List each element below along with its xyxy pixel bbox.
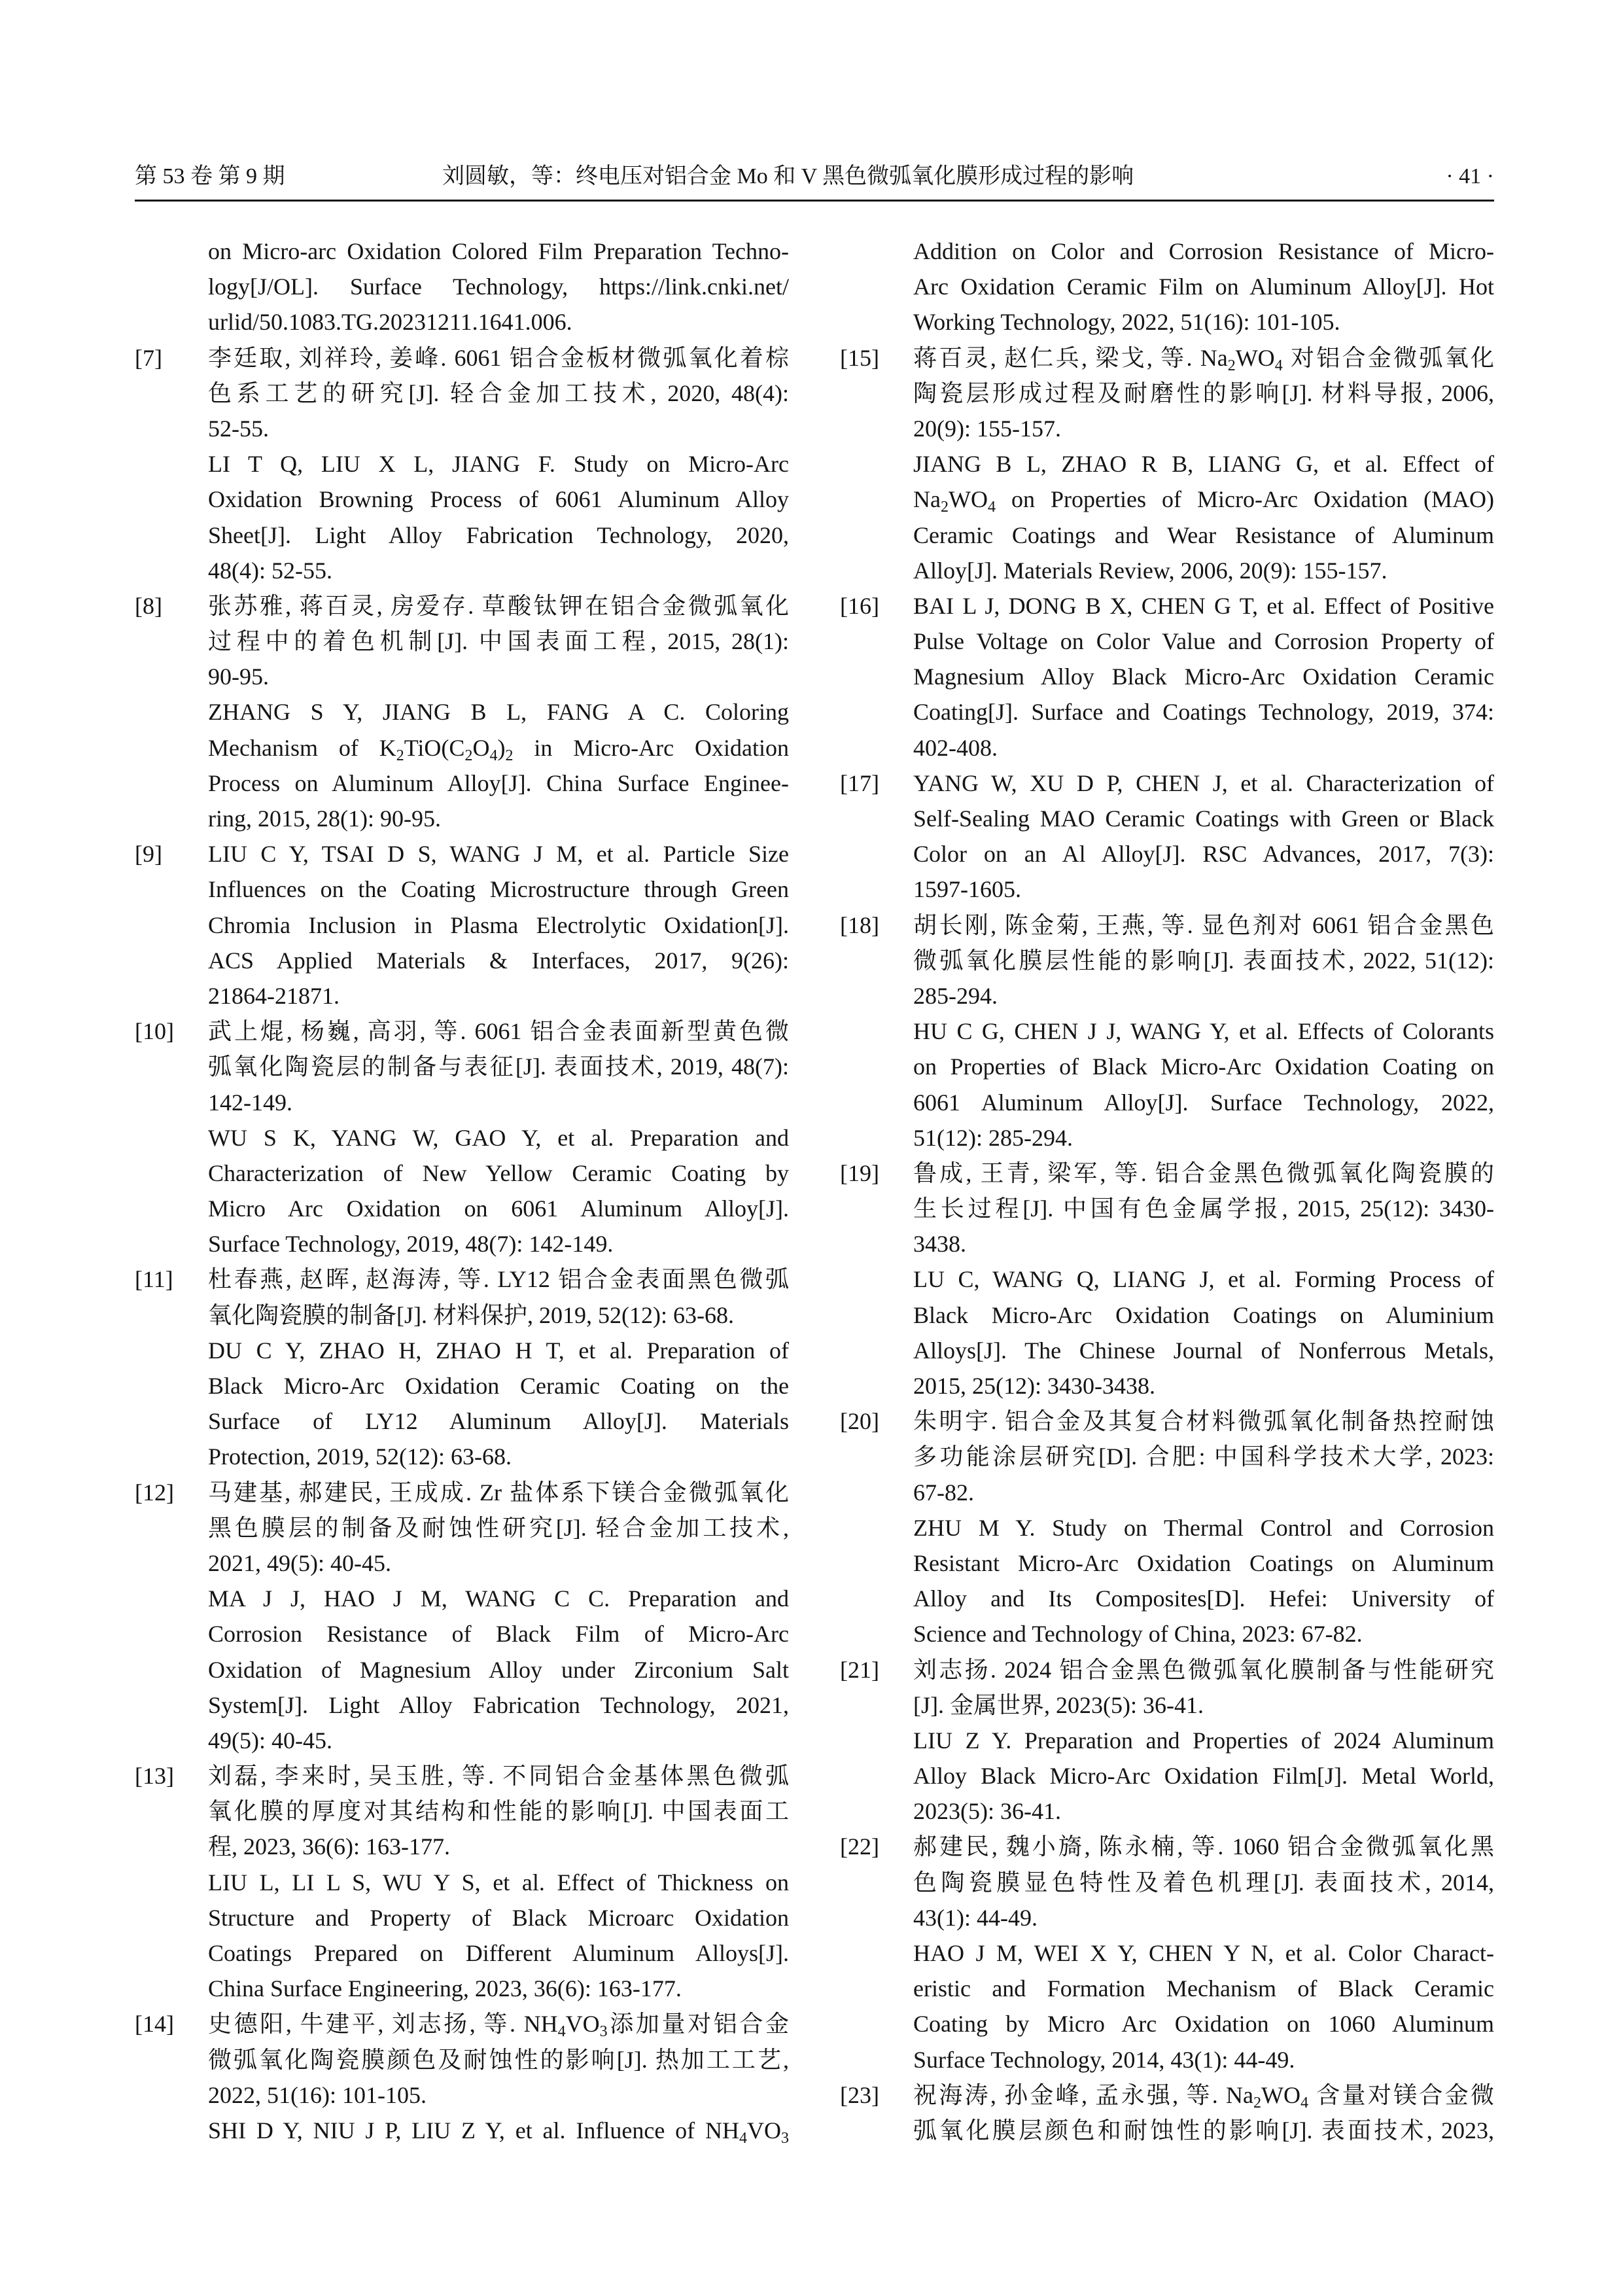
reference-line: 氧化陶瓷膜的制备[J]. 材料保护, 2019, 52(12): 63-68. — [208, 1301, 734, 1328]
reference-number: [10] — [135, 1018, 174, 1045]
reference-line: Mechanism of $K_2TiO(C_2O_4)_2$ in Micro-Arc Oxidation — [208, 734, 789, 764]
reference-number: [16] — [840, 592, 879, 619]
reference-line: 胡长刚, 陈金菊, 王燕, 等. 显色剂对 6061 铝合金黑色 — [913, 911, 1494, 938]
reference-number: [9] — [135, 841, 162, 868]
reference-entry — [135, 340, 789, 588]
reference-number: [11] — [135, 1266, 173, 1293]
reference-number: [15] — [840, 344, 879, 371]
reference-entry — [840, 2077, 1494, 2148]
reference-line: 49(5): 40-45. — [208, 1727, 332, 1754]
reference-line: 67-82. — [913, 1479, 974, 1506]
reference-line: 陶瓷层形成过程及耐磨性的影响[J]. 材料导报, 2006, — [913, 380, 1494, 406]
reference-entry — [840, 1156, 1494, 1404]
reference-line: Sheet[J]. Light Alloy Fabrication Technology, 2020, — [208, 521, 789, 548]
reference-entry — [840, 340, 1494, 588]
reference-line: Surface of LY12 Aluminum Alloy[J]. Materials — [208, 1408, 789, 1435]
reference-number: [23] — [840, 2081, 879, 2108]
reference-entry — [135, 1262, 789, 1474]
reference-line: ZHANG S Y, JIANG B L, FANG A C. Coloring — [208, 699, 789, 726]
reference-line: ring, 2015, 28(1): 90-95. — [208, 805, 441, 832]
reference-line: Science and Technology of China, 2023: 67-82. — [913, 1621, 1363, 1648]
running-title: 刘圆敏，等：终电压对铝合金 Mo 和 V 黑色微弧氧化膜形成过程的影响 — [442, 164, 1134, 188]
reference-line: Characterization of New Yellow Ceramic Coating by — [208, 1159, 789, 1186]
reference-line: MA J J, HAO J M, WANG C C. Preparation and — [208, 1585, 789, 1612]
reference-line: on Micro-arc Oxidation Colored Film Preparation Techno- — [208, 238, 789, 264]
reference-line: Oxidation Browning Process of 6061 Aluminum Alloy — [208, 486, 789, 513]
reference-line: 52-55. — [208, 415, 269, 442]
reference-line: Alloy[J]. Materials Review, 2006, 20(9): 155-157. — [913, 557, 1387, 584]
volume-issue: 第 53 卷 第 9 期 — [135, 164, 285, 188]
reference-line: 20(9): 155-157. — [913, 415, 1061, 442]
reference-line: 402-408. — [913, 734, 998, 761]
reference-entry — [135, 1014, 789, 1262]
reference-line: 黑色膜层的制备及耐蚀性研究[J]. 轻合金加工技术, — [208, 1514, 789, 1541]
reference-line: $Na_2WO_4$ on Properties of Micro-Arc Oxidation (MAO) — [913, 486, 1494, 516]
reference-number: [21] — [840, 1656, 879, 1683]
reference-line: Micro Arc Oxidation on 6061 Aluminum Alloy[J]. — [208, 1195, 789, 1222]
reference-line: Coating by Micro Arc Oxidation on 1060 Aluminum — [913, 2011, 1494, 2038]
reference-entry — [135, 2006, 789, 2148]
reference-line: 色陶瓷膜显色特性及着色机理[J]. 表面技术, 2014, — [913, 1869, 1494, 1896]
reference-line: 微弧氧化陶瓷膜颜色及耐蚀性的影响[J]. 热加工工艺, — [208, 2046, 789, 2073]
reference-line: Ceramic Coatings and Wear Resistance of Aluminum — [913, 521, 1494, 548]
reference-number: [22] — [840, 1833, 879, 1860]
reference-line: 6061 Aluminum Alloy[J]. Surface Technology, 2022, — [913, 1089, 1494, 1116]
reference-number: [13] — [135, 1763, 174, 1790]
page-number: · 41 · — [1446, 164, 1494, 188]
reference-line: HU C G, CHEN J J, WANG Y, et al. Effects of Colorants — [913, 1018, 1494, 1045]
reference-line: China Surface Engineering, 2023, 36(6): 163-177. — [208, 1975, 682, 2002]
reference-line: [J]. 金属世界, 2023(5): 36-41. — [913, 1691, 1204, 1718]
reference-line: 2015, 25(12): 3430-3438. — [913, 1373, 1155, 1399]
reference-line: 1597-1605. — [913, 876, 1021, 903]
reference-line: 李廷取, 刘祥玲, 姜峰. 6061 铝合金板材微弧氧化着棕 — [208, 344, 789, 371]
reference-continuation — [135, 234, 789, 340]
reference-line: JIANG B L, ZHAO R B, LIANG G, et al. Effect of — [913, 451, 1494, 478]
reference-line: Chromia Inclusion in Plasma Electrolytic Oxidation[J]. — [208, 911, 789, 938]
reference-line: HAO J M, WEI X Y, CHEN Y N, et al. Color Charact- — [913, 1940, 1494, 1966]
reference-line: 色系工艺的研究[J]. 轻合金加工技术, 2020, 48(4): — [208, 380, 789, 406]
reference-line: 51(12): 285-294. — [913, 1124, 1073, 1151]
reference-line: Alloy Black Micro-Arc Oxidation Film[J]. Metal World, — [913, 1763, 1494, 1790]
reference-line: Protection, 2019, 52(12): 63-68. — [208, 1443, 512, 1470]
reference-line: 285-294. — [913, 982, 998, 1009]
reference-number: [17] — [840, 769, 879, 796]
reference-line: Structure and Property of Black Microarc Oxidation — [208, 1904, 789, 1931]
reference-entry — [840, 1652, 1494, 1829]
reference-line: 90-95. — [208, 663, 269, 690]
reference-line: 郝建民, 魏小旖, 陈永楠, 等. 1060 铝合金微弧氧化黑 — [913, 1833, 1494, 1860]
reference-line: Resistant Micro-Arc Oxidation Coatings on Aluminum — [913, 1549, 1494, 1576]
reference-line: 142-149. — [208, 1089, 292, 1116]
reference-line: 祝海涛, 孙金峰, 孟永强, 等. $Na_2WO_4$ 含量对镁合金微 — [913, 2081, 1494, 2111]
reference-number: [20] — [840, 1408, 879, 1435]
reference-line: urlid/50.1083.TG.20231211.1641.006. — [208, 309, 572, 336]
reference-column-right — [840, 234, 1494, 2148]
reference-line: Pulse Voltage on Color Value and Corrosion Property of — [913, 628, 1494, 655]
reference-line: Influences on the Coating Microstructure through Green — [208, 876, 789, 903]
reference-line: logy[J/OL]. Surface Technology, https://link.cnki.net/ — [208, 274, 789, 300]
reference-line: 3438. — [913, 1231, 966, 1258]
reference-line: DU C Y, ZHAO H, ZHAO H T, et al. Preparation of — [208, 1337, 789, 1364]
reference-line: Surface Technology, 2019, 48(7): 142-149. — [208, 1231, 614, 1258]
reference-line: 杜春燕, 赵晖, 赵海涛, 等. LY12 铝合金表面黑色微弧 — [208, 1266, 789, 1293]
reference-line: Black Micro-Arc Oxidation Ceramic Coating on the — [208, 1373, 789, 1399]
reference-entry — [840, 908, 1494, 1156]
reference-line: Corrosion Resistance of Black Film of Micro-Arc — [208, 1621, 789, 1648]
reference-line: Black Micro-Arc Oxidation Coatings on Aluminium — [913, 1301, 1494, 1328]
reference-line: 微弧氧化膜层性能的影响[J]. 表面技术, 2022, 51(12): — [913, 947, 1494, 974]
reference-line: 马建基, 郝建民, 王成成. Zr 盐体系下镁合金微弧氧化 — [208, 1479, 789, 1506]
reference-line: YANG W, XU D P, CHEN J, et al. Characterization of — [913, 769, 1494, 796]
reference-column-left — [135, 234, 789, 2148]
reference-line: 刘磊, 李来时, 吴玉胜, 等. 不同铝合金基体黑色微弧 — [208, 1763, 789, 1790]
reference-line: 过程中的着色机制[J]. 中国表面工程, 2015, 28(1): — [208, 628, 789, 655]
reference-line: Coatings Prepared on Different Aluminum Alloys[J]. — [208, 1940, 789, 1966]
reference-number: [12] — [135, 1479, 174, 1506]
reference-entry — [840, 766, 1494, 908]
reference-line: 蒋百灵, 赵仁兵, 梁戈, 等. $Na_2WO_4$ 对铝合金微弧氧化 — [913, 344, 1494, 374]
reference-line: 鲁成, 王青, 梁军, 等. 铝合金黑色微弧氧化陶瓷膜的 — [913, 1159, 1494, 1186]
reference-number: [18] — [840, 911, 879, 938]
header-rule — [135, 200, 1494, 202]
reference-line: 史德阳, 牛建平, 刘志扬, 等. $NH_4VO_3$添加量对铝合金 — [208, 2011, 789, 2041]
reference-line: Alloys[J]. The Chinese Journal of Nonferrous Metals, — [913, 1337, 1494, 1364]
reference-line: LU C, WANG Q, LIANG J, et al. Forming Process of — [913, 1266, 1494, 1293]
reference-line: 生长过程[J]. 中国有色金属学报, 2015, 25(12): 3430- — [913, 1195, 1494, 1222]
reference-line: eristic and Formation Mechanism of Black Ceramic — [913, 1975, 1494, 2002]
reference-line: Self-Sealing MAO Ceramic Coatings with Green or Black — [913, 805, 1494, 832]
reference-line: 刘志扬. 2024 铝合金黑色微弧氧化膜制备与性能研究 — [913, 1656, 1494, 1683]
reference-entry — [135, 1758, 789, 2006]
reference-line: 弧氧化陶瓷层的制备与表征[J]. 表面技术, 2019, 48(7): — [208, 1053, 789, 1080]
reference-entry — [840, 1829, 1494, 2077]
reference-line: Arc Oxidation Ceramic Film on Aluminum Alloy[J]. Hot — [913, 274, 1494, 300]
reference-line: 弧氧化膜层颜色和耐蚀性的影响[J]. 表面技术, 2023, — [913, 2117, 1494, 2144]
reference-line: Coating[J]. Surface and Coatings Technology, 2019, 374: — [913, 699, 1494, 726]
reference-continuation — [840, 234, 1494, 340]
reference-line: 48(4): 52-55. — [208, 557, 332, 584]
reference-line: Oxidation of Magnesium Alloy under Zirconium Salt — [208, 1656, 789, 1683]
reference-number: [19] — [840, 1159, 879, 1186]
reference-line: 2021, 49(5): 40-45. — [208, 1549, 391, 1576]
running-header — [135, 157, 1494, 196]
reference-entry — [840, 588, 1494, 766]
reference-line: 2023(5): 36-41. — [913, 1798, 1061, 1825]
reference-entry — [135, 836, 789, 1014]
reference-line: LIU L, LI L S, WU Y S, et al. Effect of Thickness on — [208, 1869, 789, 1896]
reference-line: 张苏雅, 蒋百灵, 房爱存. 草酸钛钾在铝合金微弧氧化 — [208, 592, 789, 619]
reference-line: 程, 2023, 36(6): 163-177. — [208, 1833, 450, 1860]
reference-line: 朱明宇. 铝合金及其复合材料微弧氧化制备热控耐蚀 — [913, 1408, 1494, 1435]
reference-number: [7] — [135, 344, 162, 371]
reference-number: [14] — [135, 2011, 174, 2038]
reference-line: BAI L J, DONG B X, CHEN G T, et al. Effect of Positive — [913, 592, 1494, 619]
reference-line: 武上焜, 杨巍, 高羽, 等. 6061 铝合金表面新型黄色微 — [208, 1018, 789, 1045]
reference-line: Color on an Al Alloy[J]. RSC Advances, 2017, 7(3): — [913, 841, 1494, 868]
reference-entry — [840, 1404, 1494, 1651]
reference-line: SHI D Y, NIU J P, LIU Z Y, et al. Influence of $NH_4VO_3$ — [208, 2117, 789, 2147]
reference-line: Magnesium Alloy Black Micro-Arc Oxidation Ceramic — [913, 663, 1494, 690]
reference-line: ZHU M Y. Study on Thermal Control and Corrosion — [913, 1514, 1494, 1541]
reference-line: Addition on Color and Corrosion Resistance of Micro- — [913, 238, 1494, 264]
reference-line: 21864-21871. — [208, 982, 340, 1009]
reference-line: 2022, 51(16): 101-105. — [208, 2081, 427, 2108]
reference-line: LI T Q, LIU X L, JIANG F. Study on Micro-Arc — [208, 451, 789, 478]
reference-line: 氧化膜的厚度对其结构和性能的影响[J]. 中国表面工 — [208, 1798, 789, 1825]
reference-line: on Properties of Black Micro-Arc Oxidation Coating on — [913, 1053, 1494, 1080]
reference-line: ACS Applied Materials & Interfaces, 2017, 9(26): — [208, 947, 789, 974]
reference-line: 43(1): 44-49. — [913, 1904, 1038, 1931]
reference-entry — [135, 588, 789, 836]
reference-line: System[J]. Light Alloy Fabrication Technology, 2021, — [208, 1691, 789, 1718]
reference-line: Working Technology, 2022, 51(16): 101-105. — [913, 309, 1340, 336]
reference-line: WU S K, YANG W, GAO Y, et al. Preparation and — [208, 1124, 789, 1151]
reference-line: 多功能涂层研究[D]. 合肥: 中国科学技术大学, 2023: — [913, 1443, 1494, 1470]
reference-number: [8] — [135, 592, 162, 619]
reference-line: Process on Aluminum Alloy[J]. China Surface Enginee- — [208, 769, 789, 796]
reference-line: LIU C Y, TSAI D S, WANG J M, et al. Particle Size — [208, 841, 789, 868]
reference-entry — [135, 1475, 789, 1759]
reference-line: LIU Z Y. Preparation and Properties of 2024 Aluminum — [913, 1727, 1494, 1754]
reference-line: Alloy and Its Composites[D]. Hefei: University of — [913, 1585, 1494, 1612]
reference-line: Surface Technology, 2014, 43(1): 44-49. — [913, 2046, 1295, 2073]
